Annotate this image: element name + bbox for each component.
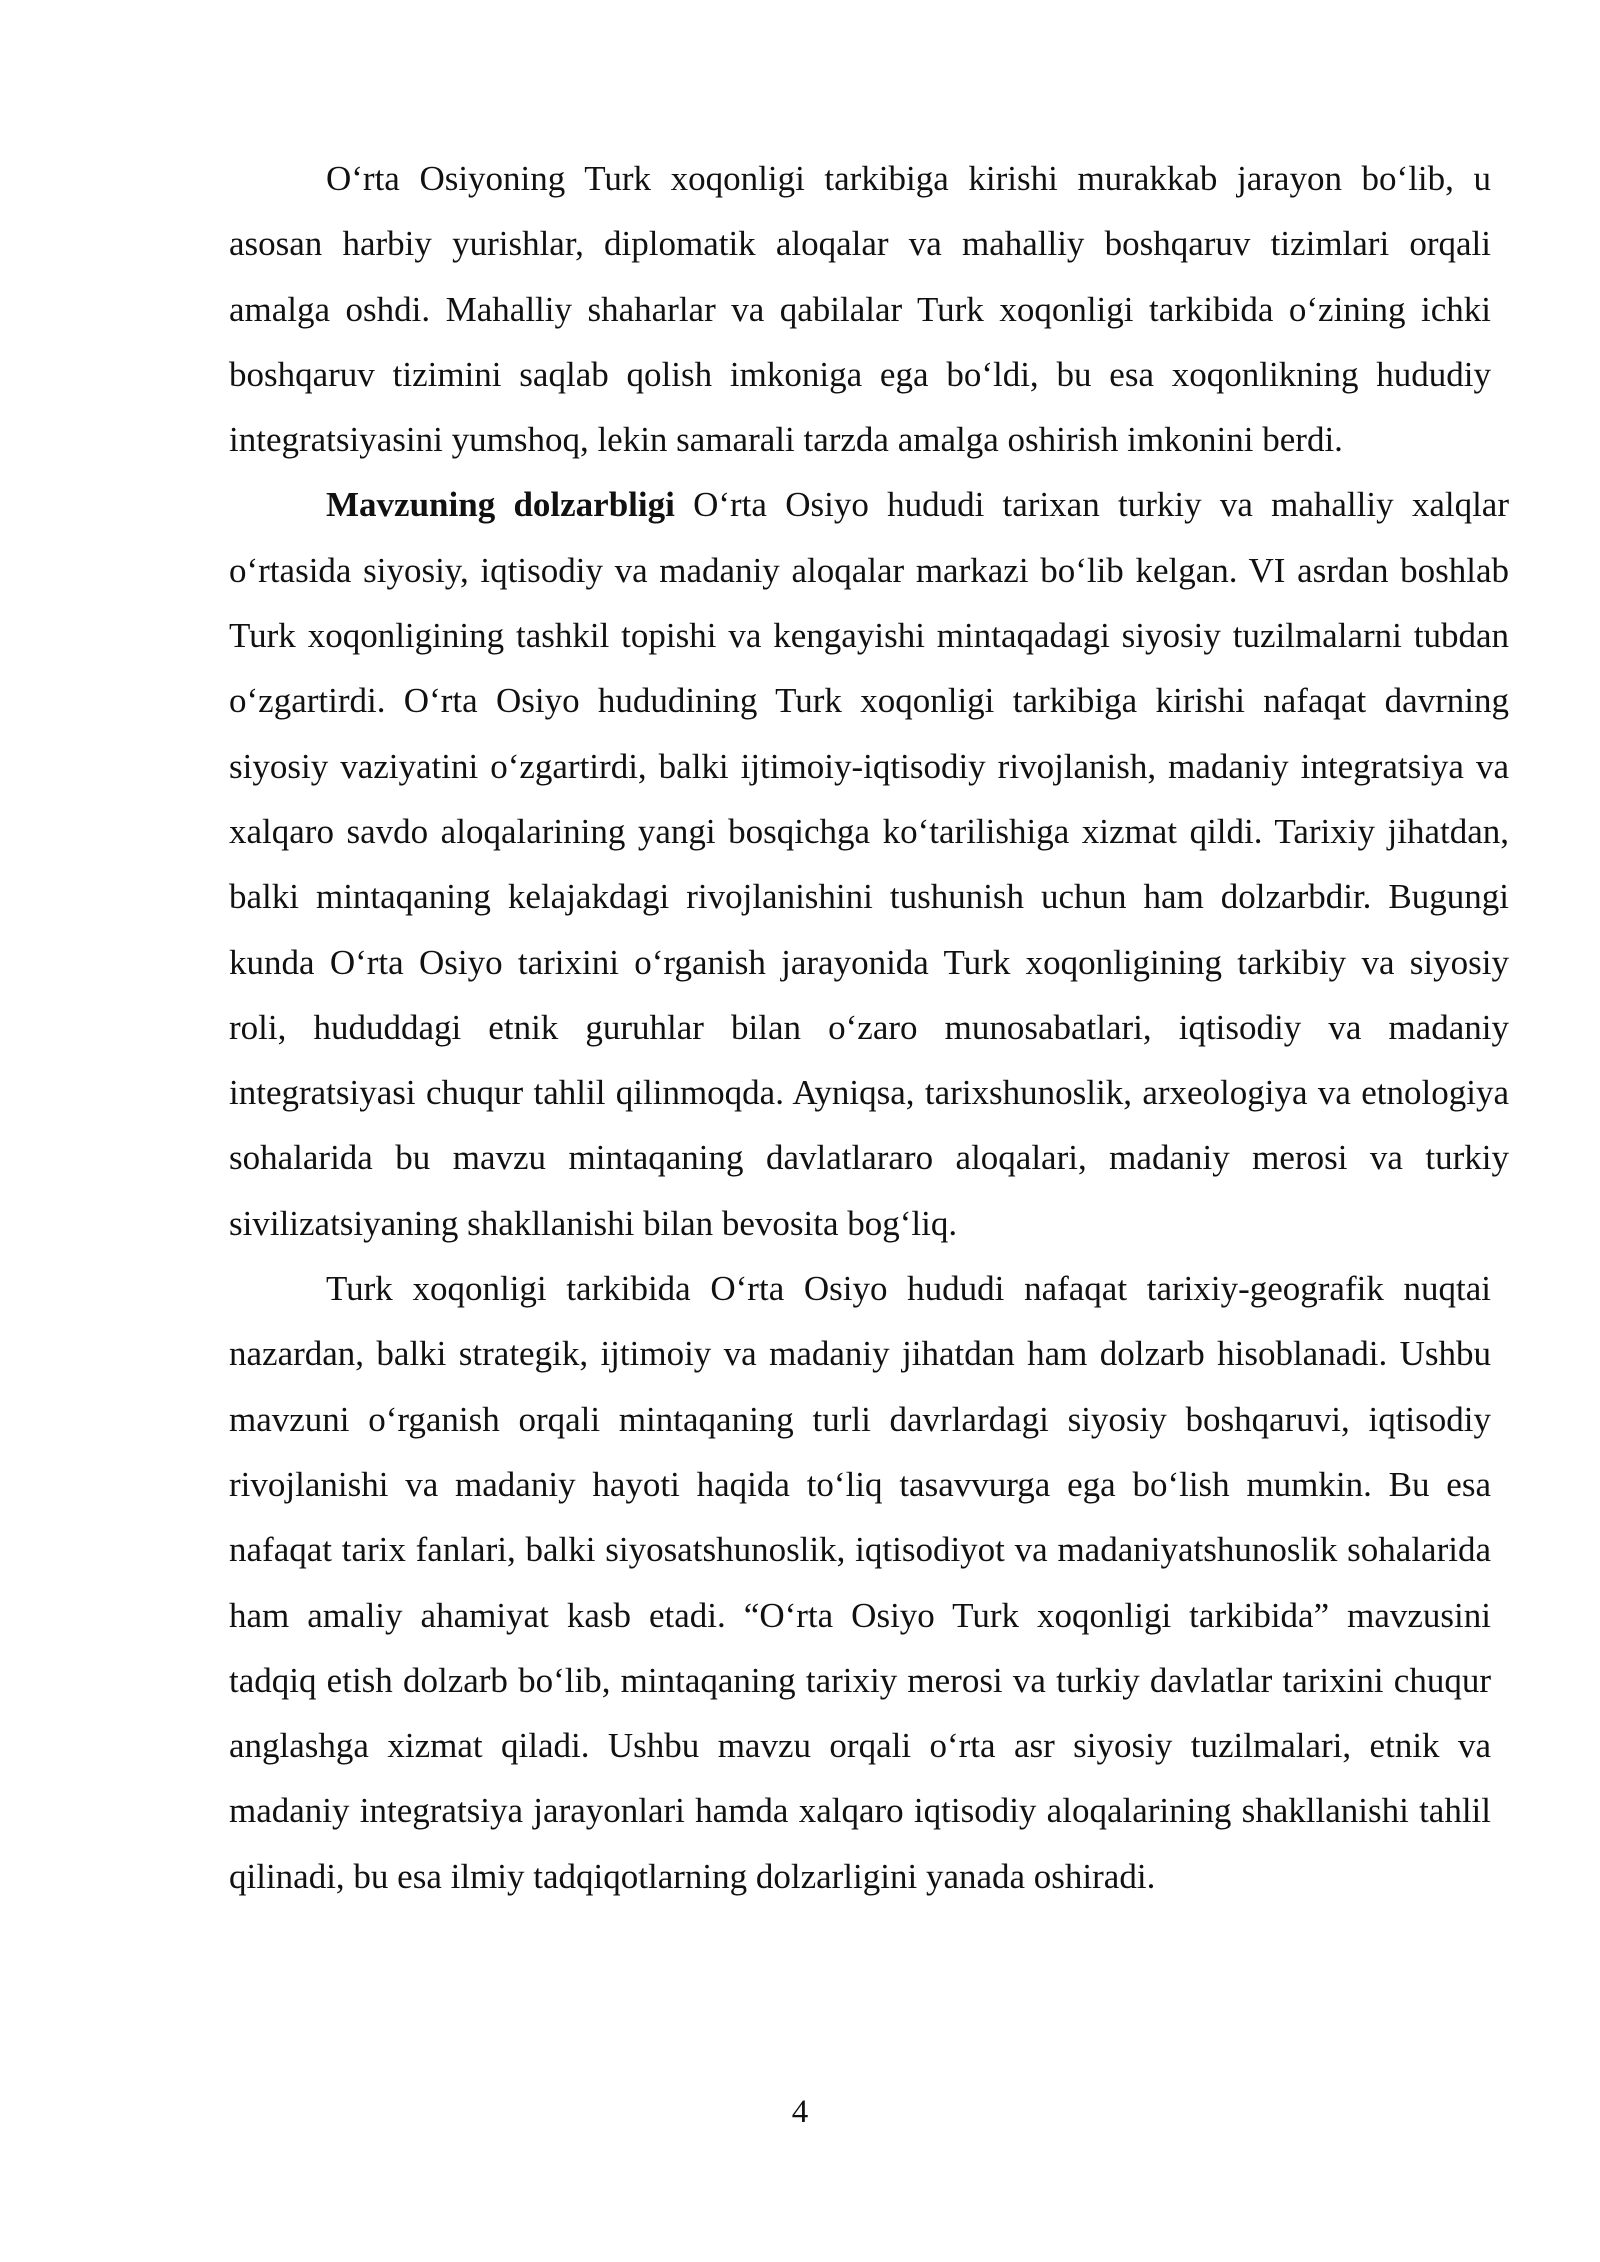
- section-heading-inline: Mavzuning dolzarbligi: [326, 485, 675, 525]
- paragraph-relevance: [229, 472, 1509, 1256]
- paragraph-text: O‘rta Osiyo hududi tarixan turkiy va mahalliy xalqlar o‘rtasida siyosiy, iqtisodiy va madaniy aloqalar markazi bo‘lib kelgan. VI asrdan boshlab Turk xoqonligining tashkil topishi va kengayishi mintaqadagi siyosiy tuzilmalarni tubdan o‘zgartirdi. O‘rta Osiyo hududining Turk xoqonligi tarkibiga kirishi nafaqat davrning siyosiy vaziyatini o‘zgartirdi, balki ijtimoiy-iqtisodiy rivojlanish, madaniy integratsiya va xalqaro savdo aloqalarining yangi bosqichga ko‘tarilishiga xizmat qildi. Tarixiy jihatdan, balki mintaqaning kelajakdagi rivojlanishini tushunish uchun ham dolzarbdir. Bugungi kunda O‘rta Osiyo tarixini o‘rganish jarayonida Turk xoqonligining tarkibiy va siyosiy roli, hududdagi etnik guruhlar bilan o‘zaro munosabatlari, iqtisodiy va madaniy integratsiyasi chuqur tahlil qilinmoqda. Ayniqsa, tarixshunoslik, arxeologiya va etnologiya sohalarida bu mavzu mintaqaning davlatlararo aloqalari, madaniy merosi va turkiy sivilizatsiyaning shakllanishi bilan bevosita bog‘liq.: [229, 485, 1509, 1243]
- paragraph-text: O‘rta Osiyoning Turk xoqonligi tarkibiga kirishi murakkab jarayon bo‘lib, u asosan harbiy yurishlar, diplomatik aloqalar va mahalliy boshqaruv tizimlari orqali amalga oshdi. Mahalliy shaharlar va qabilalar Turk xoqonligi tarkibida o‘zining ichki boshqaruv tizimini saqlab qolish imkoniga ega bo‘ldi, bu esa xoqonlikning hududiy integratsiyasini yumshoq, lekin samarali tarzda amalga oshirish imkonini berdi.: [229, 159, 1491, 460]
- paragraph-conclusion: [229, 1256, 1491, 1909]
- page-number: 4: [791, 2094, 809, 2130]
- paragraph-intro: [229, 146, 1491, 472]
- paragraph-text: Turk xoqonligi tarkibida O‘rta Osiyo hududi nafaqat tarixiy-geografik nuqtai nazardan, balki strategik, ijtimoiy va madaniy jihatdan ham dolzarb hisoblanadi. Ushbu mavzuni o‘rganish orqali mintaqaning turli davrlardagi siyosiy boshqaruvi, iqtisodiy rivojlanishi va madaniy hayoti haqida to‘liq tasavvurga ega bo‘lish mumkin. Bu esa nafaqat tarix fanlari, balki siyosatshunoslik, iqtisodiyot va madaniyatshunoslik sohalarida ham amaliy ahamiyat kasb etadi. “O‘rta Osiyo Turk xoqonligi tarkibida” mavzusini tadqiq etish dolzarb bo‘lib, mintaqaning tarixiy merosi va turkiy davlatlar tarixini chuqur anglashga xizmat qiladi. Ushbu mavzu orqali o‘rta asr siyosiy tuzilmalari, etnik va madaniy integratsiya jarayonlari hamda xalqaro iqtisodiy aloqalarining shakllanishi tahlil qilinadi, bu esa ilmiy tadqiqotlarning dolzarligini yanada oshiradi.: [229, 1269, 1491, 1896]
- document-body: [229, 146, 1509, 1909]
